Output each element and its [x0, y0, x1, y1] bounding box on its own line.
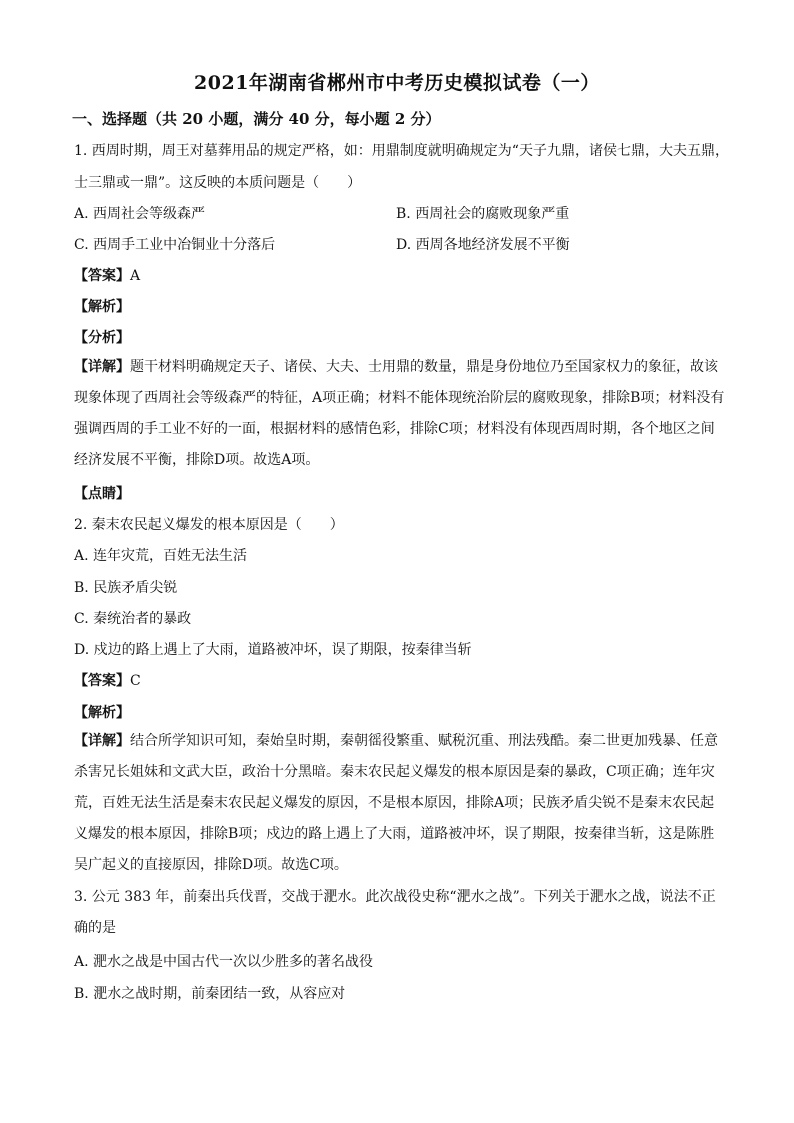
q3-stem: 3. 公元 383 年，前秦出兵伐晋，交战于淝水。此次战役史称“淝水之战”。下列关于淝水之战，说法不正确的是 — [74, 889, 716, 936]
q1-comment-tag: 【点睛】 — [74, 486, 130, 502]
q2-answer — [74, 670, 141, 690]
section-heading: 一、选择题（共 20 小题，满分 40 分，每小题 2 分） — [72, 110, 441, 128]
q2-option-c: C. 秦统治者的暴政 — [74, 611, 192, 627]
q1-option-c: C. 西周手工业中冶铜业十分落后 — [74, 237, 276, 253]
answer-value: A — [130, 268, 141, 284]
q2-detail — [74, 726, 728, 881]
q1-analysis-tag: 【解析】 — [74, 299, 130, 315]
q1-option-d: D. 西周各地经济发展不平衡 — [396, 237, 570, 253]
q2-option-b: B. 民族矛盾尖锐 — [74, 580, 178, 596]
q3-option-b: B. 淝水之战时期，前秦团结一致，从容应对 — [74, 986, 346, 1002]
q1-stem-line1: 1. 西周时期，周王对墓葬用品的规定严格，如：用鼎制度就明确规定为“天子九鼎，诸侯七鼎，大夫五鼎， — [74, 143, 729, 159]
q2-option-a: A. 连年灾荒，百姓无法生活 — [74, 548, 248, 564]
q2-option-d: D. 戍边的路上遇上了大雨，道路被冲坏，误了期限，按秦律当斩 — [74, 642, 472, 658]
q3-option-a: A. 淝水之战是中国古代一次以少胜多的著名战役 — [74, 954, 374, 970]
q1-stem-line2: 士三鼎或一鼎”。这反映的本质问题是（ ） — [74, 175, 362, 191]
q1-fenxi-tag: 【分析】 — [74, 330, 130, 346]
q1-detail — [74, 352, 728, 476]
q1-answer — [74, 265, 140, 285]
answer-tag: 【答案】 — [74, 673, 130, 689]
detail-tag: 【详解】 — [74, 733, 130, 749]
detail-text: 结合所学知识可知，秦始皇时期，秦朝徭役繁重、赋税沉重、刑法残酷。秦二世更加残暴、任意杀害兄长姐妹和文武大臣，政治十分黑暗。秦末农民起义爆发的根本原因是秦的暴政，C项正确；连年灾荒，百姓无法生活是秦末农民起义爆发的原因，不是根本原因，排除A项；民族矛盾尖锐不是秦末农民起义爆发的根本原因，排除B项；戍边的路上遇上了大雨，道路被冲坏，误了期限，按秦律当斩，这是陈胜吴广起义的直接原因，排除D项。故选C项。 — [74, 733, 718, 873]
detail-tag: 【详解】 — [74, 359, 130, 375]
q1-option-a: A. 西周社会等级森严 — [74, 206, 206, 222]
answer-value: C — [130, 673, 141, 689]
q2-analysis-tag: 【解析】 — [74, 705, 130, 721]
q2-stem: 2. 秦末农民起义爆发的根本原因是（ ） — [74, 517, 344, 533]
answer-tag: 【答案】 — [74, 268, 130, 284]
q1-option-b: B. 西周社会的腐败现象严重 — [396, 206, 570, 222]
page-title: 2021年湖南省郴州市中考历史模拟试卷（一） — [194, 72, 600, 94]
detail-text: 题干材料明确规定天子、诸侯、大夫、士用鼎的数量，鼎是身份地位乃至国家权力的象征，故该现象体现了西周社会等级森严的特征，A项正确；材料不能体现统治阶层的腐败现象，排除B项；材料没有强调西周的手工业不好的一面，根据材料的感情色彩，排除C项；材料没有体现西周时期，各个地区之间经济发展不平衡，排除D项。故选A项。 — [74, 359, 725, 468]
